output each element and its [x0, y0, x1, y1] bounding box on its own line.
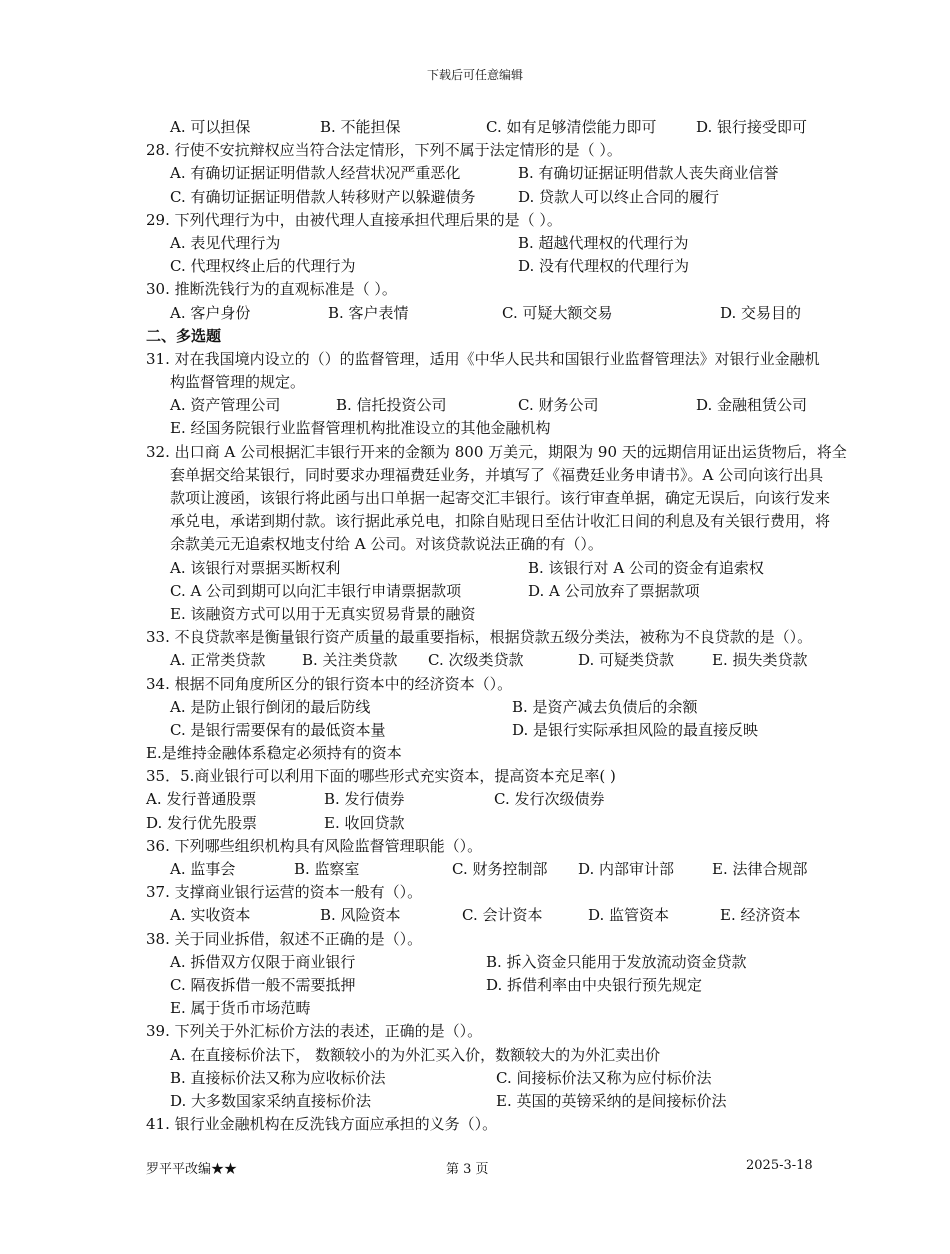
option-row: [146, 1090, 916, 1113]
option-row: [146, 974, 916, 997]
line-text: 39. 下列关于外汇标价方法的表述，正确的是（）。: [146, 1022, 483, 1041]
option-row: [146, 951, 916, 974]
answer-option: A. 表见代理行为: [170, 233, 281, 252]
option-row: [146, 557, 916, 580]
answer-option: E. 法律合规部: [712, 860, 808, 878]
line-text: 36. 下列哪些组织机构具有风险监督管理职能（）。: [146, 836, 483, 855]
text-line: [146, 371, 916, 394]
answer-option: B. 有确切证据证明借款人丧失商业信誉: [518, 164, 779, 183]
text-line: [146, 603, 916, 626]
answer-option: D. 内部审计部: [578, 860, 675, 878]
answer-option: C. 间接标价法又称为应付标价法: [496, 1068, 712, 1087]
answer-option: C. 有确切证据证明借款人转移财产以躲避债务: [170, 187, 476, 206]
option-row: [146, 580, 916, 603]
footer-author: 罗平平改编★★: [146, 1162, 238, 1177]
option-row: [146, 696, 916, 719]
answer-option: D. 交易目的: [720, 303, 802, 322]
line-text: 37. 支撑商业银行运营的资本一般有（）。: [146, 883, 423, 902]
line-text: 33. 不良贷款率是衡量银行资产质量的最重要指标，根据贷款五级分类法，被称为不良贷款的是（）。: [146, 628, 813, 647]
section-heading: [146, 325, 916, 348]
answer-option: D. 金融租赁公司: [696, 396, 808, 415]
answer-option: B. 关注类贷款: [302, 651, 398, 670]
text-line: [146, 626, 916, 649]
text-line: [146, 928, 916, 951]
line-text: E.是维持金融体系稳定必须持有的资本: [146, 744, 402, 763]
answer-option: A. 是防止银行倒闭的最后防线: [170, 697, 371, 716]
text-line: [146, 464, 916, 487]
answer-option: C. 可疑大额交易: [502, 303, 613, 322]
text-line: [146, 417, 916, 440]
answer-option: D. 是银行实际承担风险的最直接反映: [512, 720, 759, 739]
answer-option: B. 客户表情: [328, 303, 409, 322]
line-text: A. 在直接标价法下， 数额较小的为外汇买入价，数额较大的为外汇卖出价: [170, 1045, 661, 1064]
text-line: [146, 278, 916, 301]
answer-option: A. 客户身份: [170, 303, 251, 322]
option-row: [146, 788, 916, 811]
line-text: 承兑电，承诺到期付款。该行据此承兑电，扣除自贴现日至估计收汇日间的利息及有关银行费用，将: [170, 512, 831, 531]
option-row: [146, 232, 916, 255]
answer-option: D. 发行优先股票: [146, 813, 258, 832]
answer-option: B. 直接标价法又称为应收标价法: [170, 1068, 386, 1087]
answer-option: D. 没有代理权的代理行为: [518, 257, 690, 276]
answer-option: C. 如有足够清偿能力即可: [486, 118, 657, 136]
answer-option: D. 监管资本: [588, 906, 670, 925]
page-footer: [0, 1158, 950, 1178]
line-text: E. 该融资方式可以用于无真实贸易背景的融资: [170, 604, 476, 623]
option-row: [146, 858, 916, 881]
answer-option: E. 收回贷款: [324, 813, 405, 832]
footer-page-number: 第 3 页: [446, 1162, 489, 1177]
answer-option: B. 发行债券: [324, 790, 405, 809]
answer-option: A. 实收资本: [170, 906, 251, 925]
answer-option: C. 发行次级债券: [494, 790, 605, 809]
answer-option: B. 拆入资金只能用于发放流动资金贷款: [486, 952, 747, 971]
answer-option: C. 代理权终止后的代理行为: [170, 257, 356, 276]
line-text: 30. 推断洗钱行为的直观标准是（ ）。: [146, 280, 397, 299]
text-line: [146, 1113, 916, 1136]
answer-option: B. 是资产减去负债后的余额: [512, 697, 698, 716]
text-line: [146, 1020, 916, 1043]
text-line: [146, 139, 916, 162]
page-header: 下载后可任意编辑: [426, 68, 523, 82]
option-row: [146, 649, 916, 672]
answer-option: A. 发行普通股票: [146, 790, 257, 809]
option-row: [146, 812, 916, 835]
text-line: [146, 209, 916, 232]
answer-option: B. 信托投资公司: [336, 396, 447, 415]
line-text: 31. 对在我国境内设立的（）的监督管理，适用《中华人民共和国银行业监督管理法》对银行业金融机: [146, 349, 820, 368]
option-row: [146, 719, 916, 742]
text-line: [146, 997, 916, 1020]
answer-option: B. 该银行对 A 公司的资金有追索权: [528, 558, 764, 577]
answer-option: B. 风险资本: [320, 906, 401, 925]
document-body: [146, 116, 916, 1136]
answer-option: A. 该银行对票据买断权利: [170, 558, 341, 577]
text-line: [146, 487, 916, 510]
line-text: E. 经国务院银行业监督管理机构批准设立的其他金融机构: [170, 419, 551, 438]
option-row: [146, 1067, 916, 1090]
text-line: [146, 881, 916, 904]
option-row: [146, 904, 916, 927]
answer-option: C. 隔夜拆借一般不需要抵押: [170, 975, 356, 994]
text-line: [146, 533, 916, 556]
answer-option: C. A 公司到期可以向汇丰银行申请票据款项: [170, 581, 462, 600]
answer-option: A. 监事会: [170, 860, 236, 878]
line-text: 构监督管理的规定。: [170, 373, 306, 392]
answer-option: A. 正常类贷款: [170, 651, 266, 670]
answer-option: C. 是银行需要保有的最低资本量: [170, 720, 386, 739]
answer-option: E. 损失类贷款: [712, 651, 808, 670]
answer-option: E. 英国的英镑采纳的是间接标价法: [496, 1091, 727, 1110]
text-line: [146, 441, 916, 464]
text-line: [146, 835, 916, 858]
answer-option: D. 拆借利率由中央银行预先规定: [486, 975, 703, 994]
answer-option: D. 可疑类贷款: [578, 651, 675, 670]
line-text: 38. 关于同业拆借，叙述不正确的是（）。: [146, 929, 423, 948]
option-row: [146, 302, 916, 325]
answer-option: D. 大多数国家采纳直接标价法: [170, 1091, 372, 1110]
text-line: [146, 510, 916, 533]
answer-option: A. 可以担保: [170, 118, 251, 136]
line-text: 34. 根据不同角度所区分的银行资本中的经济资本（）。: [146, 674, 513, 693]
option-row: [146, 116, 916, 139]
answer-option: C. 财务控制部: [452, 860, 548, 878]
line-text: 32. 出口商 A 公司根据汇丰银行开来的金额为 800 万美元，期限为 90 天的远期信用证出运货物后，将全: [146, 442, 847, 461]
answer-option: A. 有确切证据证明借款人经营状况严重恶化: [170, 164, 461, 183]
answer-option: B. 监察室: [294, 860, 360, 878]
answer-option: D. 贷款人可以终止合同的履行: [518, 187, 720, 206]
line-text: 28. 行使不安抗辩权应当符合法定情形，下列不属于法定情形的是（ ）。: [146, 141, 622, 160]
option-row: [146, 255, 916, 278]
text-line: [146, 742, 916, 765]
line-text: 35．5.商业银行可以利用下面的哪些形式充实资本，提高资本充足率( ): [146, 767, 616, 786]
text-line: [146, 765, 916, 788]
line-text: 余款美元无追索权地支付给 A 公司。对该贷款说法正确的有（）。: [170, 535, 603, 554]
option-row: [146, 186, 916, 209]
line-text: 款项让渡函，该银行将此函与出口单据一起寄交汇丰银行。该行审查单据，确定无误后，向该行发来: [170, 489, 831, 507]
answer-option: D. A 公司放弃了票据款项: [528, 581, 700, 600]
answer-option: D. 银行接受即可: [696, 118, 808, 136]
text-line: [146, 1044, 916, 1067]
line-text: 二、多选题: [146, 326, 222, 345]
line-text: 41. 银行业金融机构在反洗钱方面应承担的义务（）。: [146, 1115, 498, 1134]
answer-option: C. 会计资本: [462, 906, 543, 925]
footer-date: 2025-3-18: [746, 1158, 813, 1173]
answer-option: B. 不能担保: [320, 118, 401, 136]
line-text: 29. 下列代理行为中，由被代理人直接承担代理后果的是（ ）。: [146, 210, 562, 229]
option-row: [146, 162, 916, 185]
text-line: [146, 348, 916, 371]
line-text: E. 属于货币市场范畴: [170, 999, 311, 1018]
answer-option: A. 拆借双方仅限于商业银行: [170, 952, 356, 971]
text-line: [146, 673, 916, 696]
option-row: [146, 394, 916, 417]
answer-option: E. 经济资本: [720, 906, 801, 925]
answer-option: A. 资产管理公司: [170, 396, 281, 415]
answer-option: C. 财务公司: [518, 396, 599, 415]
answer-option: B. 超越代理权的代理行为: [518, 233, 689, 252]
answer-option: C. 次级类贷款: [428, 651, 524, 670]
line-text: 套单据交给某银行，同时要求办理福费廷业务，并填写了《福费廷业务申请书》。A 公司向该行出具: [170, 465, 824, 484]
